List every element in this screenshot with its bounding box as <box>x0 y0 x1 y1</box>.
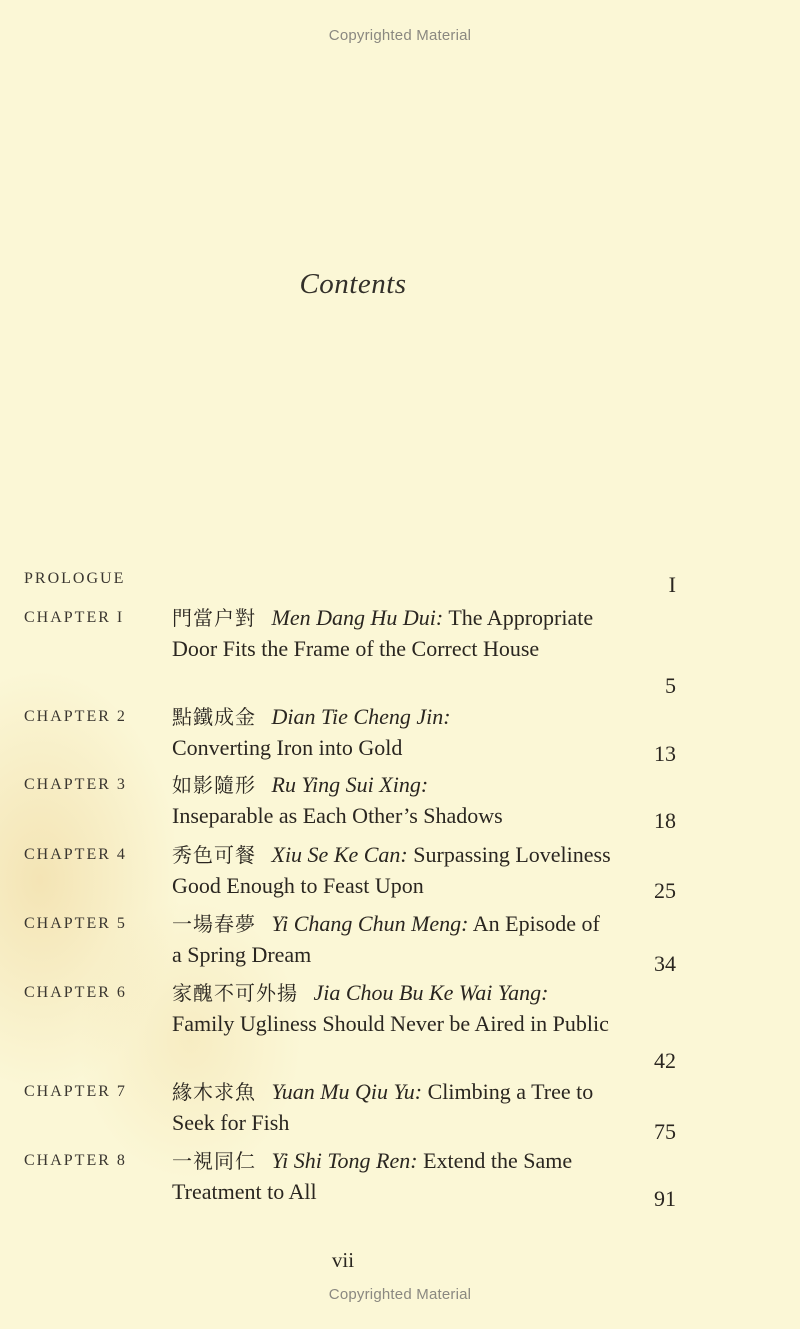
entry-page-number: I <box>668 572 676 597</box>
entry-pinyin: Yi Shi Tong Ren: <box>271 1148 418 1173</box>
entry-text <box>172 603 612 663</box>
entry-chinese: 一場春夢 <box>172 912 256 936</box>
entry-page-number: 18 <box>654 808 676 833</box>
entry-pinyin: Xiu Se Ke Can: <box>271 842 408 867</box>
entry-label: CHAPTER I <box>24 609 125 626</box>
entry-page-number: 75 <box>654 1119 676 1144</box>
entry-pinyin: Dian Tie Cheng Jin: <box>271 704 451 729</box>
entry-pinyin: Men Dang Hu Dui: <box>271 605 444 630</box>
entry-title: Inseparable as Each Other’s Shadows <box>172 802 503 828</box>
entry-text <box>172 1077 612 1137</box>
entry-text <box>172 909 612 969</box>
entry-page-number: 5 <box>665 673 676 698</box>
entry-title: Extend the Same Treatment to All <box>172 1148 573 1204</box>
page-title: Contents <box>299 268 407 300</box>
entry-chinese: 門當户對 <box>172 606 256 630</box>
entry-chinese: 家醜不可外揚 <box>172 981 298 1005</box>
entry-label: CHAPTER 2 <box>24 708 127 725</box>
entry-pinyin: Yi Chang Chun Meng: <box>271 911 469 936</box>
entry-text <box>172 840 612 900</box>
entry-chinese: 緣木求魚 <box>172 1080 256 1104</box>
entry-pinyin: Jia Chou Bu Ke Wai Yang: <box>313 980 549 1005</box>
entry-title: An Episode of a Spring Dream <box>172 911 600 967</box>
entry-title: Climbing a Tree to Seek for Fish <box>172 1079 594 1135</box>
entry-label: CHAPTER 3 <box>24 776 127 793</box>
watermark-top: Copyrighted Material <box>328 27 472 44</box>
entry-page-number: 25 <box>654 878 676 903</box>
watermark-bottom: Copyrighted Material <box>328 1286 472 1303</box>
entry-title: Converting Iron into Gold <box>172 734 403 760</box>
entry-label: CHAPTER 4 <box>24 846 127 863</box>
entry-chinese: 一視同仁 <box>172 1149 256 1173</box>
entry-page-number: 34 <box>654 951 676 976</box>
entry-text <box>172 978 612 1038</box>
entry-chinese: 秀色可餐 <box>172 843 256 867</box>
entry-page-number: 91 <box>654 1186 676 1211</box>
entry-page-number: 42 <box>654 1048 676 1073</box>
entry-label: PROLOGUE <box>24 570 126 587</box>
entry-text <box>172 1146 612 1206</box>
entry-chinese: 如影隨形 <box>172 773 256 797</box>
entry-pinyin: Yuan Mu Qiu Yu: <box>271 1079 423 1104</box>
entry-title: The Appropriate Door Fits the Frame of the Correct House <box>172 605 594 661</box>
entry-title: Family Ugliness Should Never be Aired in Public <box>172 1010 609 1036</box>
entry-pinyin: Ru Ying Sui Xing: <box>271 772 429 797</box>
entry-label: CHAPTER 5 <box>24 915 127 932</box>
entry-label: CHAPTER 6 <box>24 984 127 1001</box>
entry-chinese: 點鐵成金 <box>172 705 256 729</box>
entry-page-number: 13 <box>654 741 676 766</box>
entry-title: Surpassing Loveliness Good Enough to Feast Upon <box>172 842 611 898</box>
entry-text <box>172 770 612 830</box>
entry-label: CHAPTER 7 <box>24 1083 127 1100</box>
entry-text <box>172 702 612 762</box>
entry-label: CHAPTER 8 <box>24 1152 127 1169</box>
page-folio: vii <box>331 1248 355 1272</box>
